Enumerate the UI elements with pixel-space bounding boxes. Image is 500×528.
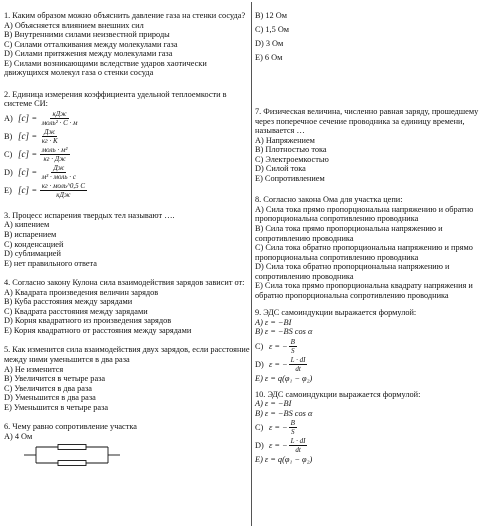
option-b: B) 12 Ом: [255, 11, 287, 20]
option-c: C) 1,5 Ом: [255, 25, 290, 34]
question-text: 8. Согласно закона Ома для участка цепи:: [255, 195, 403, 205]
question-text: 2. Единица измерения коэффициента удельной теплоемкости в системе СИ:: [4, 89, 227, 109]
option-e: E) Силами возникающими вследствие ударов хаотически движущихся молекул газа о стенки сосуда: [4, 58, 207, 78]
option-c: C) Электроемкостью: [255, 154, 329, 164]
option-label: E): [4, 185, 12, 195]
option-d: [255, 356, 497, 373]
denominator: S: [291, 428, 295, 437]
option-c: C) конденсацией: [4, 239, 64, 249]
question-text: 1. Каким образом можно объяснить давление газа на стенки сосуда?: [4, 11, 246, 20]
question-text: 5. Как изменится сила взаимодействия двух зарядов, если расстояние между ними уменьшится в два раза: [4, 345, 250, 365]
question-text: 4. Согласно закону Кулона сила взаимодействия зарядов зависит от:: [4, 278, 245, 288]
denominator: м³ · моль · с: [41, 172, 76, 181]
numerator: кг · моль^0,5 С: [41, 181, 86, 190]
option-d: D) Силами притяжения между молекулами газа: [4, 49, 173, 59]
option-b: B) Плотностью тока: [255, 145, 327, 155]
option-c: C) Квадрата расстояния между зарядами: [4, 306, 148, 316]
option-a: A) 4 Ом: [4, 431, 33, 441]
question-9: [255, 308, 497, 383]
option-a: A) Не изменится: [4, 364, 64, 374]
option-a: A) Напряжением: [255, 135, 315, 145]
question-text: 3. Процесс испарения твердых тел называют ….: [4, 210, 175, 220]
option-a: A) ε = −BI: [255, 317, 292, 327]
option-e: E) Корня квадратного от расстояния между зарядами: [4, 325, 192, 335]
formula-lhs: [c]: [18, 148, 29, 159]
formula-option-b: B) [c] = $\frac{Дж}{кг \cdot К}$: [4, 127, 58, 145]
option-b: B) испарением: [4, 230, 57, 240]
question-5: [4, 345, 250, 412]
option-e: E) Сила тока прямо пропорциональна квадрату напряжения и обратно пропорциональна сопротивлению проводника: [255, 281, 473, 300]
option-label: B): [4, 131, 13, 141]
question-8: [255, 195, 497, 300]
option-e: E) нет правильного ответа: [4, 258, 97, 268]
option-e: E) ε = q(φ₁ − φ₂): [255, 374, 313, 384]
option-label: D): [255, 440, 264, 450]
numerator: B: [290, 419, 295, 428]
option-e: E) Сопротивлением: [255, 173, 325, 183]
option-label: D): [255, 359, 264, 369]
denominator: кг · Дж: [43, 154, 66, 163]
option-label: C): [255, 341, 264, 351]
question-text: 9. ЭДС самоиндукции выражается формулой:: [255, 308, 417, 318]
question-2: [4, 90, 250, 199]
option-b: B) ε = −BS cos α: [255, 408, 313, 418]
formula-option-d: D) [c] = $\frac{Дж}{\text{м³ · моль · с}}$: [4, 163, 76, 181]
column-divider: [251, 2, 252, 526]
formula-option-e: E) [c] = $\frac{\text{кг · моль\textasciicircum{}0,5 С}}{\text{кДж}}$: [4, 181, 86, 199]
question-7: [255, 107, 497, 183]
numerator: B: [290, 338, 295, 347]
fraction: [40, 182, 87, 199]
formula-lhs: ε = −: [269, 341, 288, 351]
fraction: [289, 419, 297, 436]
denominator: кг · К: [41, 136, 58, 145]
formula-option-a: A) [c] = $\frac{\text{кДж}}{\text{моль² · С · м}}$: [4, 109, 78, 127]
denominator: S: [291, 347, 295, 356]
question-3: [4, 211, 250, 268]
formula-lhs: ε = −: [269, 359, 288, 369]
resistor-bottom: [58, 461, 86, 466]
option-a: A) Объясняется влиянием внешних сил: [4, 20, 144, 30]
option-label: C): [255, 422, 264, 432]
option-b: B) ε = −BS cos α: [255, 327, 313, 337]
option-a: A) кипением: [4, 220, 50, 230]
option-c: [255, 338, 497, 355]
formula-lhs: [c]: [18, 166, 29, 177]
option-d: D) 3 Ом: [255, 39, 284, 48]
formula-lhs: [c]: [18, 112, 29, 123]
option-a: A) ε = −BI: [255, 399, 292, 409]
numerator: L · dI: [290, 437, 306, 446]
option-b: B) Внутренними силами неизвестной природы: [4, 30, 170, 40]
numerator: Дж: [44, 127, 56, 136]
option-c: C) Сила тока обратно пропорциональна напряжению и прямо пропорциональна сопротивлению проводника: [255, 243, 473, 262]
question-4: [4, 278, 250, 335]
option-b: B) Сила тока прямо пропорциональна напряжению и сопротивлению проводника: [255, 224, 443, 243]
option-label: A): [4, 113, 13, 123]
option-d: D) сублимацией: [4, 249, 61, 259]
option-b: B) Куба расстояния между зарядами: [4, 297, 133, 307]
denominator: кДж: [56, 190, 71, 199]
numerator: моль · м²: [41, 145, 68, 154]
denominator: dt: [295, 446, 301, 455]
option-a: A) Квадрата произведения величин зарядов: [4, 287, 159, 297]
denominator: моль² · С · м: [41, 118, 78, 127]
question-text: 7. Физическая величина, численно равная заряду, прошедшему через поперечное сечение проводника за единицу времени, называется …: [255, 107, 479, 136]
option-d: D) Силой тока: [255, 164, 306, 174]
option-d: D) Уменьшится в два раза: [4, 393, 96, 403]
fraction: [40, 110, 80, 127]
circuit-diagram: [22, 444, 122, 466]
option-d: D) Сила тока обратно пропорциональна напряжению и сопротивлению проводника: [255, 262, 450, 281]
fraction: [289, 437, 308, 454]
question-6-continued: [255, 9, 497, 65]
numerator: кДж: [52, 109, 67, 118]
numerator: L · dI: [290, 356, 306, 365]
fraction: [289, 356, 308, 373]
option-a: A) Сила тока прямо пропорциональна напряжению и обратно пропорциональна сопротивлению проводника: [255, 204, 474, 224]
option-label: C): [4, 149, 13, 159]
right-column: [255, 0, 497, 471]
option-label: D): [4, 167, 13, 177]
option-c: C) Увеличится в два раза: [4, 383, 92, 393]
option-d: D) Корня квадратного из произведения зарядов: [4, 316, 172, 326]
formula-lhs: [c]: [18, 184, 29, 195]
resistor-top: [58, 445, 86, 450]
formula-option-c: C) [c] = $\frac{\text{моль · м²}}{кг \cdot Дж}$: [4, 145, 68, 163]
formula-lhs: ε = −: [269, 422, 288, 432]
option-e: E) ε = q(φ₁ − φ₂): [255, 455, 313, 465]
question-6: [4, 422, 250, 469]
left-column: [4, 0, 250, 475]
numerator: Дж: [53, 163, 65, 172]
formula-lhs: ε = −: [269, 440, 288, 450]
option-e: E) Уменьшится в четыре раза: [4, 402, 109, 412]
denominator: dt: [295, 365, 301, 374]
option-b: B) Увеличится в четыре раза: [4, 374, 106, 384]
question-text: 6. Чему равно сопротивление участка: [4, 422, 137, 432]
option-d: [255, 437, 497, 454]
spacer: [255, 71, 497, 107]
option-c: C) Силами отталкивания между молекулами газа: [4, 39, 178, 49]
question-10: [255, 390, 497, 465]
fraction: [40, 164, 78, 181]
option-c: [255, 419, 497, 436]
fraction: [289, 338, 297, 355]
option-e: E) 6 Ом: [255, 53, 283, 62]
question-1: [4, 11, 250, 78]
question-text: 10. ЭДС самоиндукции выражается формулой:: [255, 389, 421, 399]
formula-lhs: [c]: [18, 130, 29, 141]
fraction: [40, 146, 70, 163]
fraction: [40, 128, 60, 145]
